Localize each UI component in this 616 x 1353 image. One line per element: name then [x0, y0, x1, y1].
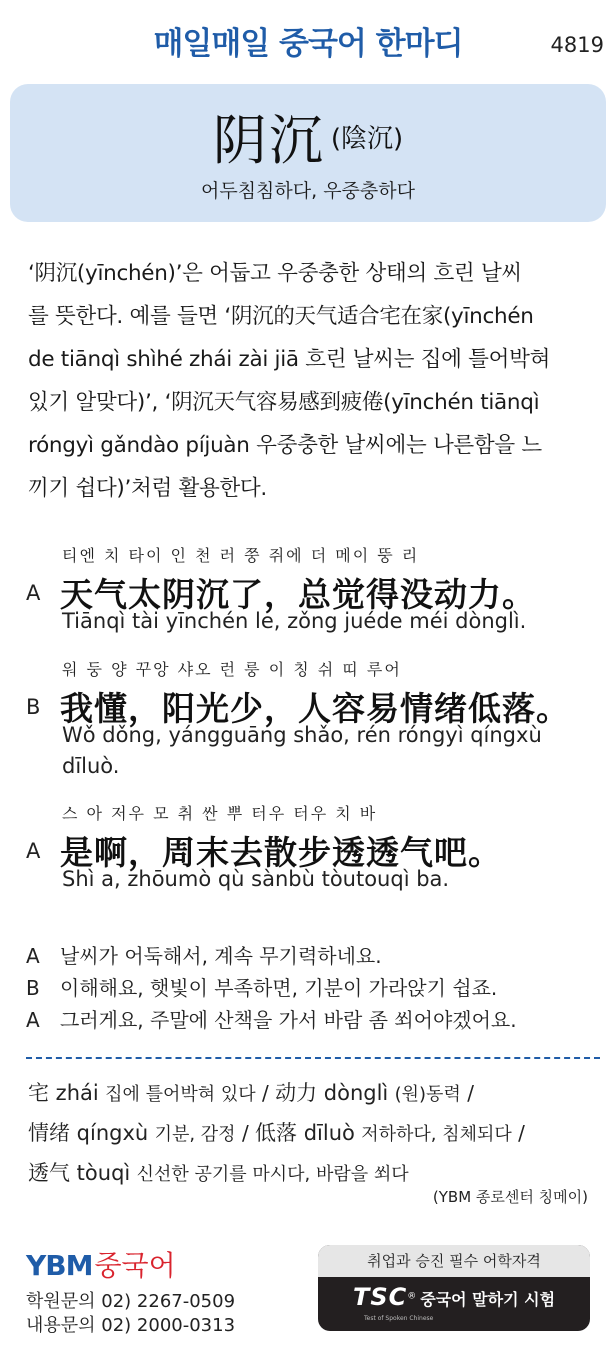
- headword-traditional: (陰沉): [330, 124, 404, 154]
- translation-line: [26, 972, 596, 1004]
- vocab-word: 情绪 qíngxù: [28, 1121, 149, 1145]
- author-credit: (YBM 종로센터 칭메이): [432, 1188, 588, 1206]
- headword-box: [10, 84, 606, 222]
- explanation-paragraph: [28, 252, 594, 510]
- vocab-definition: 신선한 공기를 마시다, 바람을 쐬다: [136, 1164, 409, 1185]
- vocab-definition: 저하하다, 침체되다: [361, 1124, 512, 1145]
- tsc-badge: [318, 1245, 590, 1331]
- explanation-line: róngyì gǎndào píjuàn 우중충한 날씨에는 나른함을 느: [28, 433, 542, 458]
- speaker-label: A: [26, 839, 41, 863]
- translation: [26, 940, 596, 1036]
- badge-label: 중국어 말하기 시험: [420, 1290, 556, 1309]
- issue-number: 4819: [550, 33, 604, 57]
- pinyin: Wǒ dǒng, yángguāng shǎo, rén róngyì qíngxù dīluò.: [62, 723, 542, 778]
- headword-line: [10, 98, 606, 175]
- speaker-label: B: [26, 976, 40, 1000]
- vocab-word: 低落 dīluò: [255, 1121, 355, 1145]
- explanation-line: 있기 알맞다)’, ‘阴沉天气容易感到疲倦(yīnchén tiānqì: [28, 390, 540, 415]
- explanation-line: ‘阴沉(yīnchén)’은 어둡고 우중충한 상태의 흐린 날씨: [28, 261, 522, 286]
- logo-brand: YBM: [26, 1249, 93, 1282]
- pinyin: Shì a, zhōumò qù sànbù tòutouqì ba.: [62, 867, 450, 891]
- korean-reading: 티엔 치 타이 인 천 러 쭝 쥐에 더 메이 뚱 리: [62, 546, 420, 565]
- registered-mark: ®: [407, 1291, 417, 1302]
- explanation-line: de tiānqì shìhé zhái zài jiā 흐린 날씨는 집에 틀어박혀: [28, 347, 551, 372]
- speaker-label: B: [26, 695, 41, 719]
- translation-line: [26, 940, 596, 972]
- vocab-word: 动力 dònglì: [275, 1081, 389, 1105]
- vocab-definition: (원)동력: [394, 1084, 461, 1105]
- translation-line: [26, 1004, 596, 1036]
- page-header: [0, 0, 616, 80]
- tsc-logo: TSC: [352, 1283, 408, 1311]
- badge-tagline: Test of Spoken Chinese: [364, 1315, 434, 1322]
- vocab-definition: 기분, 감정: [154, 1124, 236, 1145]
- speaker-label: A: [26, 944, 40, 968]
- explanation-line: 를 뜻한다. 예를 들면 ‘阴沉的天气适合宅在家(yīnchén: [28, 304, 534, 329]
- korean-reading: 스 아 저우 모 취 싼 뿌 터우 터우 치 바: [62, 804, 378, 823]
- vocabulary-list: [28, 1074, 600, 1194]
- contact-academy: 학원문의 02) 2267-0509: [26, 1291, 236, 1312]
- pinyin: Tiānqì tài yīnchén le, zǒng juéde méi dònglì.: [62, 609, 527, 633]
- vocab-definition: 집에 틀어박혀 있다: [105, 1084, 256, 1105]
- headword: 阴沉: [212, 109, 325, 172]
- chinese-sentence: 是啊，周末去散步透透气吧。: [60, 833, 502, 872]
- ybm-chinese-logo: [26, 1244, 176, 1284]
- translation-text: 날씨가 어둑해서, 계속 무기력하네요.: [60, 944, 382, 968]
- translation-text: 그러게요, 주말에 산책을 가서 바람 좀 쐬어야겠어요.: [60, 1008, 517, 1032]
- vocab-word: 透气 tòuqì: [28, 1161, 131, 1185]
- korean-reading: 워 둥 양 꾸앙 샤오 런 룽 이 칭 쉬 띠 루어: [62, 660, 402, 679]
- badge-bottom: [318, 1283, 590, 1322]
- headword-meaning: 어두침침하다, 우중충하다: [201, 180, 415, 202]
- speaker-label: A: [26, 581, 41, 605]
- vocab-word: 宅 zhái: [28, 1081, 99, 1105]
- chinese-sentence: 天气太阴沉了，总觉得没动力。: [60, 575, 536, 614]
- dashed-divider: [26, 1057, 600, 1059]
- logo-suffix: 중국어: [94, 1249, 176, 1282]
- explanation-line: 끼기 쉽다)’처럼 활용한다.: [28, 476, 267, 501]
- speaker-label: A: [26, 1008, 40, 1032]
- vocab-line: 宅 zhái 집에 틀어박혀 있다 / 动力 dònglì (원)동력 /: [28, 1081, 474, 1105]
- series-title: 매일매일 중국어 한마디: [153, 26, 463, 62]
- translation-text: 이해해요, 햇빛이 부족하면, 기분이 가라앉기 쉽죠.: [60, 976, 498, 1000]
- vocab-line: 情绪 qíngxù 기분, 감정 / 低落 dīluò 저하하다, 침체되다 /: [28, 1121, 525, 1145]
- badge-top-text: 취업과 승진 필수 어학자격: [318, 1245, 590, 1277]
- chinese-sentence: 我懂，阳光少，人容易情绪低落。: [60, 689, 570, 728]
- contact-content: 내용문의 02) 2000-0313: [26, 1315, 236, 1336]
